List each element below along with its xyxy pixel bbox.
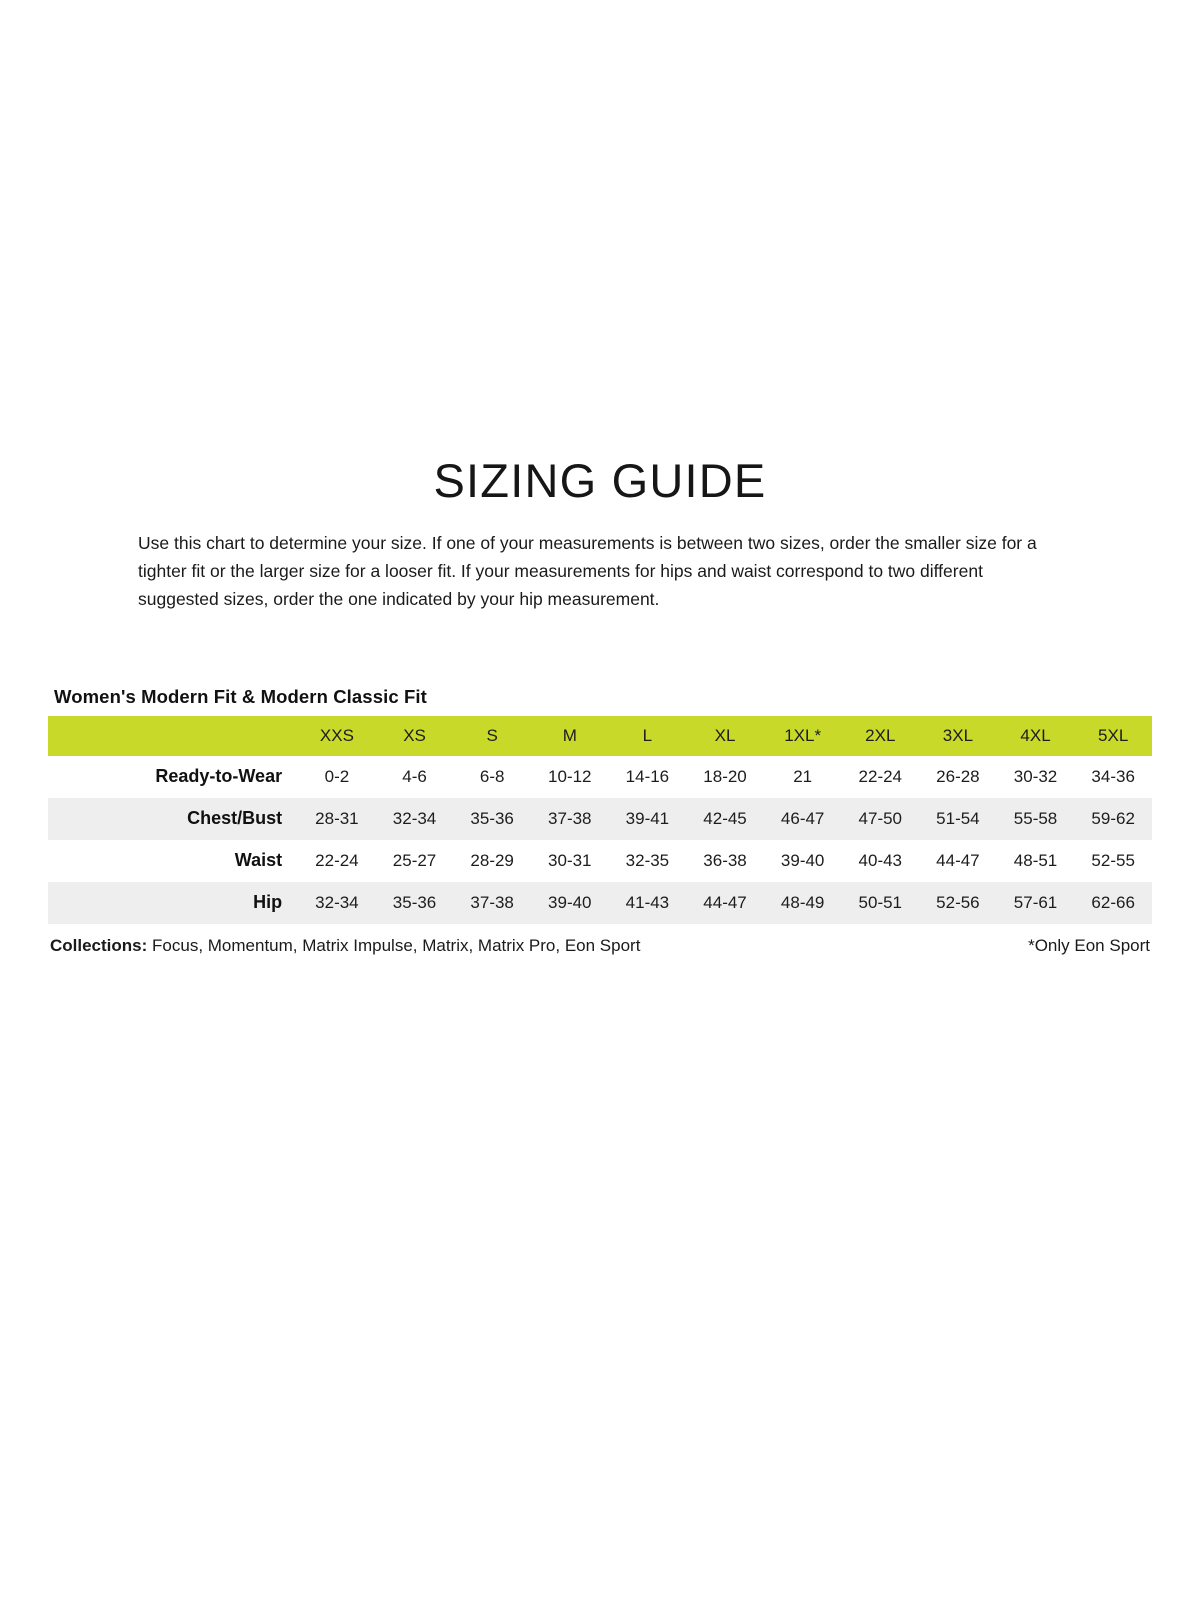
asterisk-note: *Only Eon Sport [1028,935,1150,955]
row-label-waist: Waist [48,840,298,882]
cell: 42-45 [686,798,764,840]
cell: 22-24 [841,756,919,798]
column-header-xl: XL [686,716,764,756]
cell: 39-40 [764,840,842,882]
cell: 51-54 [919,798,997,840]
column-header-2xl: 2XL [841,716,919,756]
collections-footnote [48,936,640,956]
cell: 55-58 [997,798,1075,840]
table-body [48,756,1152,924]
cell: 32-34 [376,798,454,840]
cell: 35-36 [376,882,454,924]
cell: 21 [764,756,842,798]
intro-paragraph: Use this chart to determine your size. If one of your measurements is between two sizes, order the smaller size for a tighter fit or the larger size for a looser fit. If your measurements for hips and waist correspond to two different suggested sizes, order the one indicated by your hip measurement. [138,532,1037,610]
column-header-1xl: 1XL* [764,716,842,756]
cell: 26-28 [919,756,997,798]
cell: 25-27 [376,840,454,882]
cell: 57-61 [997,882,1075,924]
collections-value: Focus, Momentum, Matrix Impulse, Matrix, Matrix Pro, Eon Sport [152,935,641,955]
collections-label: Collections: [50,935,148,955]
cell: 22-24 [298,840,376,882]
table-row [48,756,1152,798]
cell: 52-55 [1074,840,1152,882]
cell: 4-6 [376,756,454,798]
table-footnotes [48,936,1152,956]
row-label-chest-bust: Chest/Bust [48,798,298,840]
cell: 10-12 [531,756,609,798]
cell: 39-41 [609,798,687,840]
size-chart-table [48,716,1152,924]
cell: 50-51 [841,882,919,924]
cell: 41-43 [609,882,687,924]
cell: 48-51 [997,840,1075,882]
row-label-ready-to-wear: Ready-to-Wear [48,756,298,798]
column-header-xs: XS [376,716,454,756]
cell: 52-56 [919,882,997,924]
cell: 6-8 [453,756,531,798]
cell: 34-36 [1074,756,1152,798]
cell: 46-47 [764,798,842,840]
cell: 28-31 [298,798,376,840]
cell: 39-40 [531,882,609,924]
row-label-hip: Hip [48,882,298,924]
column-header-m: M [531,716,609,756]
cell: 37-38 [531,798,609,840]
cell: 40-43 [841,840,919,882]
cell: 47-50 [841,798,919,840]
cell: 36-38 [686,840,764,882]
table-row [48,840,1152,882]
cell: 30-32 [997,756,1075,798]
table-row [48,882,1152,924]
table-caption: Women's Modern Fit & Modern Classic Fit [54,685,427,707]
column-header-5xl: 5XL [1074,716,1152,756]
cell: 35-36 [453,798,531,840]
cell: 44-47 [686,882,764,924]
column-header-4xl: 4XL [997,716,1075,756]
cell: 18-20 [686,756,764,798]
size-chart-section [48,686,1152,956]
cell: 0-2 [298,756,376,798]
table-header-row [48,716,1152,756]
column-header-3xl: 3XL [919,716,997,756]
cell: 59-62 [1074,798,1152,840]
cell: 32-35 [609,840,687,882]
cell: 28-29 [453,840,531,882]
column-header-xxs: XXS [298,716,376,756]
cell: 14-16 [609,756,687,798]
cell: 62-66 [1074,882,1152,924]
column-header-l: L [609,716,687,756]
cell: 30-31 [531,840,609,882]
cell: 48-49 [764,882,842,924]
cell: 32-34 [298,882,376,924]
column-header-blank [48,716,298,756]
document-content [48,455,1152,956]
column-header-s: S [453,716,531,756]
table-header [48,716,1152,756]
page-title: SIZING GUIDE [433,454,767,507]
cell: 37-38 [453,882,531,924]
cell: 44-47 [919,840,997,882]
table-row [48,798,1152,840]
